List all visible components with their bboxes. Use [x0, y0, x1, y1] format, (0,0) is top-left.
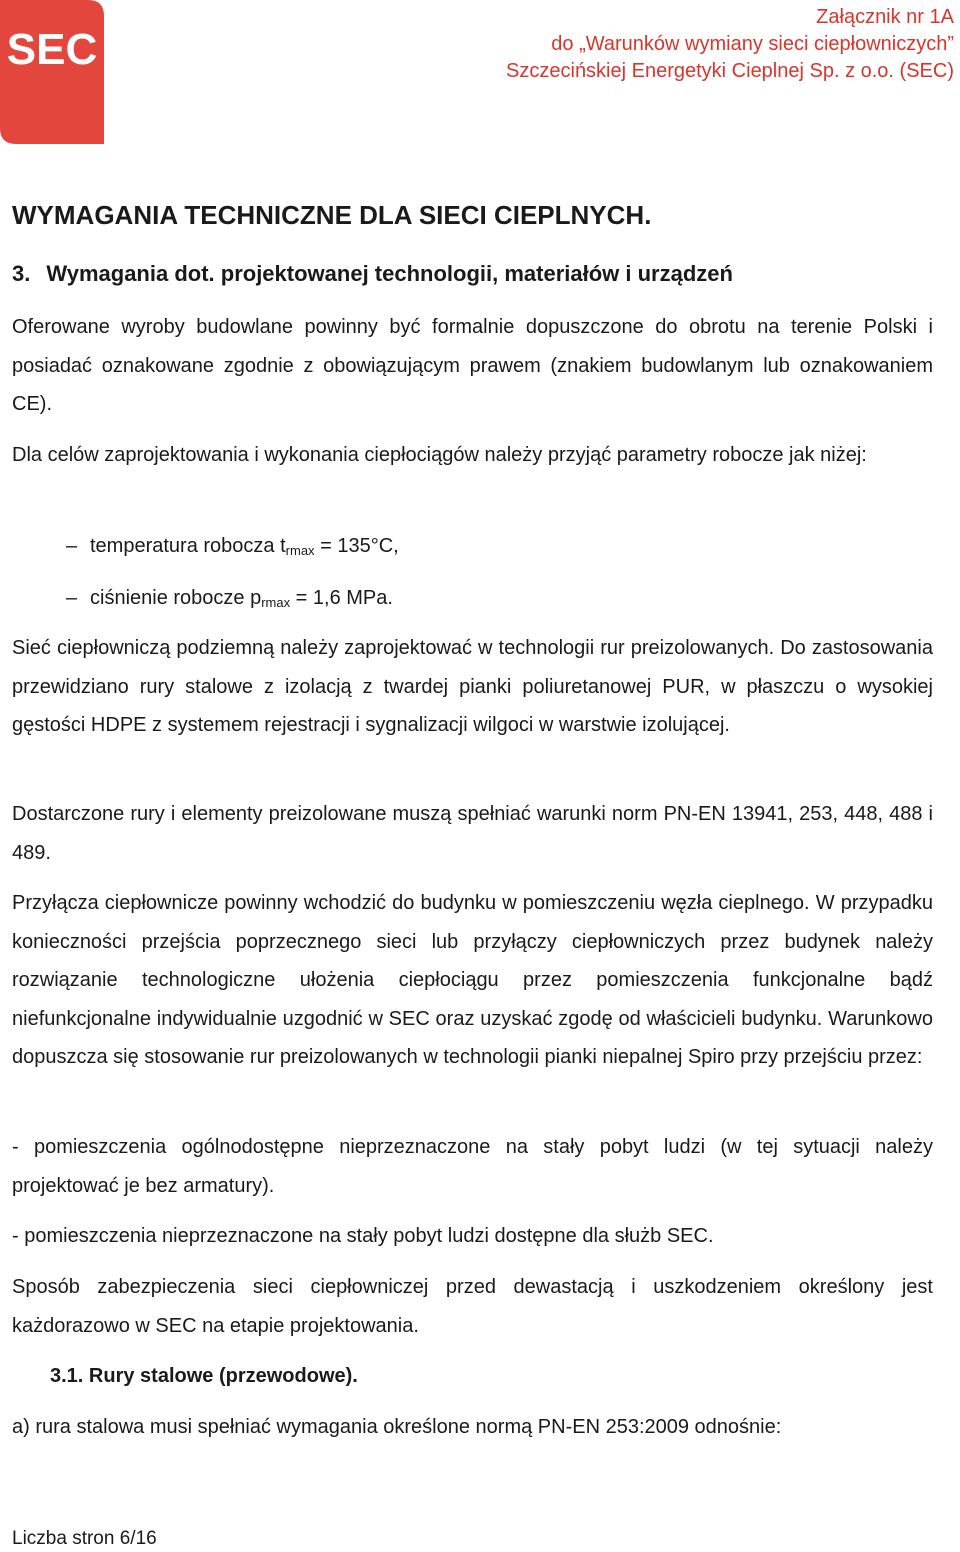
header-line-1: Załącznik nr 1A	[816, 6, 954, 28]
header-line-2: do „Warunków wymiany sieci ciepłowniczych”	[551, 33, 954, 55]
paragraph-preinsulated-pipes: Sieć ciepłowniczą podziemną należy zaprojektować w technologii rur preizolowanych. Do zastosowania przewidziano rury stalowe z izolacją z twardej pianki poliuretanowej PUR, w płaszczu o wysokiej gęstości HDPE z systemem rejestracji i sygnalizacji wilgoci w warstwie izolującej.	[12, 637, 933, 736]
document-title: WYMAGANIA TECHNICZNE DLA SIECI CIEPLNYCH.	[12, 200, 652, 230]
list-dash: –	[66, 535, 78, 557]
logo-text: SEC	[6, 25, 98, 74]
header-annex	[506, 4, 954, 85]
paragraph-service-rooms: - pomieszczenia nieprzeznaczone na stały pobyt ludzi dostępne dla służb SEC.	[12, 1225, 714, 1247]
page-count: Liczba stron 6/16	[12, 1528, 157, 1549]
section-title-text: Wymagania dot. projektowanej technologii, materiałów i urządzeń	[46, 261, 733, 286]
paragraph-standards: Dostarczone rury i elementy preizolowane muszą spełniać warunki norm PN-EN 13941, 253, 448, 488 i 489.	[12, 803, 933, 864]
sec-logo	[0, 0, 104, 144]
section-heading	[12, 260, 733, 288]
paragraph-certification: Oferowane wyroby budowlane powinny być formalnie dopuszczone do obrotu na terenie Polski i posiadać oznakowane zgodnie z obowiązującym prawem (znakiem budowlanym lub oznakowaniem CE).	[12, 316, 933, 415]
header-line-3: Szczecińskiej Energetyki Cieplnej Sp. z o.o. (SEC)	[506, 60, 954, 82]
list-dash: –	[66, 587, 78, 609]
paragraph-protection: Sposób zabezpieczenia sieci ciepłowniczej przed dewastacją i uszkodzeniem określony jest każdorazowo w SEC na etapie projektowania.	[12, 1276, 933, 1337]
paragraph-parameters-intro: Dla celów zaprojektowania i wykonania ciepłociągów należy przyjąć parametry robocze jak niżej:	[12, 444, 867, 466]
list-item-temperature: – temperatura robocza $t_{rmax} = 135^\circ C$,	[66, 532, 399, 565]
list-item-pressure: – ciśnienie robocze $p_{rmax} = 1,6$ MPa.	[66, 584, 393, 617]
subsection-heading: 3.1. Rury stalowe (przewodowe).	[50, 1365, 358, 1387]
paragraph-building-connections: Przyłącza ciepłownicze powinny wchodzić do budynku w pomieszczeniu węzła cieplnego. W przypadku konieczności przejścia poprzecznego sieci lub przyłączy ciepłowniczych przez budynek należy rozwiązanie technologiczne ułożenia ciepłociągu przez pomieszczenia funkcjonalne bądź niefunkcjonalne indywidualnie uzgodnić w SEC oraz uzyskać zgodę od właścicieli budynku. Warunkowo dopuszcza się stosowanie rur preizolowanych w technologii pianki niepalnej Spiro przy przejściu przez:	[12, 892, 933, 1068]
paragraph-steel-pipe: a) rura stalowa musi spełniać wymagania określone normą PN-EN 253:2009 odnośnie:	[12, 1416, 782, 1438]
paragraph-public-rooms: - pomieszczenia ogólnodostępne nieprzeznaczone na stały pobyt ludzi (w tej sytuacji należy projektować je bez armatury).	[12, 1136, 933, 1197]
section-number: 3.	[12, 261, 31, 286]
